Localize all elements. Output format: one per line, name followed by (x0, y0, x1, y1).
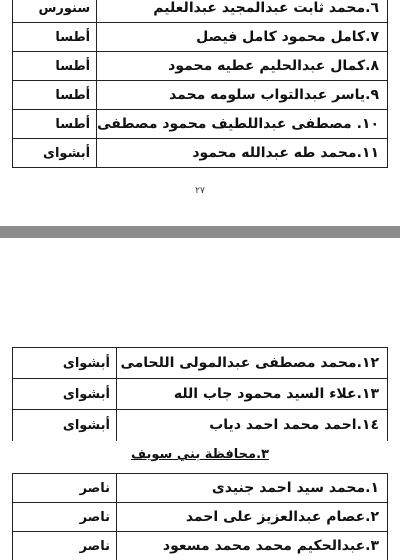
town-name: سنورس (13, 0, 97, 23)
person-name: ١.محمد سيد احمد جنيدى (117, 474, 388, 503)
town-name: أبشواى (13, 139, 97, 168)
person-name: ١٢.محمد مصطفى عبدالمولى اللحامى (117, 348, 388, 379)
person-name: ٣.عبدالحكيم محمد محمد مسعود (117, 532, 388, 560)
document-page-upper (0, 0, 400, 226)
table-row (13, 348, 388, 379)
person-name: ١١.محمد طه عبدالله محمود (97, 139, 388, 168)
table-row (13, 52, 388, 81)
table-row (13, 532, 388, 560)
town-name: أطسا (13, 52, 97, 81)
table-row (13, 410, 388, 441)
table-row (13, 81, 388, 110)
person-name: ٢.عصام عبدالعزيز على احمد (117, 503, 388, 532)
table-row (13, 139, 388, 168)
table-row (13, 110, 388, 139)
person-name: ٩.ياسر عبدالتواب سلومه محمد (97, 81, 388, 110)
person-name: ٧.كامل محمود كامل فيصل (97, 23, 388, 52)
table-row (13, 0, 388, 23)
names-table-beni-suef (12, 473, 388, 560)
table-row (13, 503, 388, 532)
town-name: أطسا (13, 110, 97, 139)
town-name: أطسا (13, 23, 97, 52)
table-row (13, 474, 388, 503)
town-name: ناصر (13, 503, 117, 532)
names-table-page-1 (12, 0, 388, 168)
town-name: أبشواى (13, 348, 117, 379)
person-name: ١٣.علاء السيد محمود جاب الله (117, 379, 388, 410)
section-heading-text: ٣.محافظة بني سويف (131, 447, 269, 462)
person-name: ٨.كمال عبدالحليم عطيه محمود (97, 52, 388, 81)
town-name: أبشواى (13, 379, 117, 410)
person-name: ٦.محمد ثابت عبدالمجيد عبدالعليم (97, 0, 388, 23)
page-number: ٢٧ (195, 186, 205, 196)
town-name: أبشواى (13, 410, 117, 441)
town-name: ناصر (13, 474, 117, 503)
section-heading (120, 447, 280, 462)
page-separator (0, 226, 400, 238)
person-name: ١٤.احمد محمد احمد دياب (117, 410, 388, 441)
town-name: أطسا (13, 81, 97, 110)
table-row (13, 23, 388, 52)
names-table-page-2 (12, 347, 388, 441)
table-row (13, 379, 388, 410)
town-name: ناصر (13, 532, 117, 560)
person-name: ١٠. مصطفى عبداللطيف محمود مصطفى (97, 110, 388, 139)
